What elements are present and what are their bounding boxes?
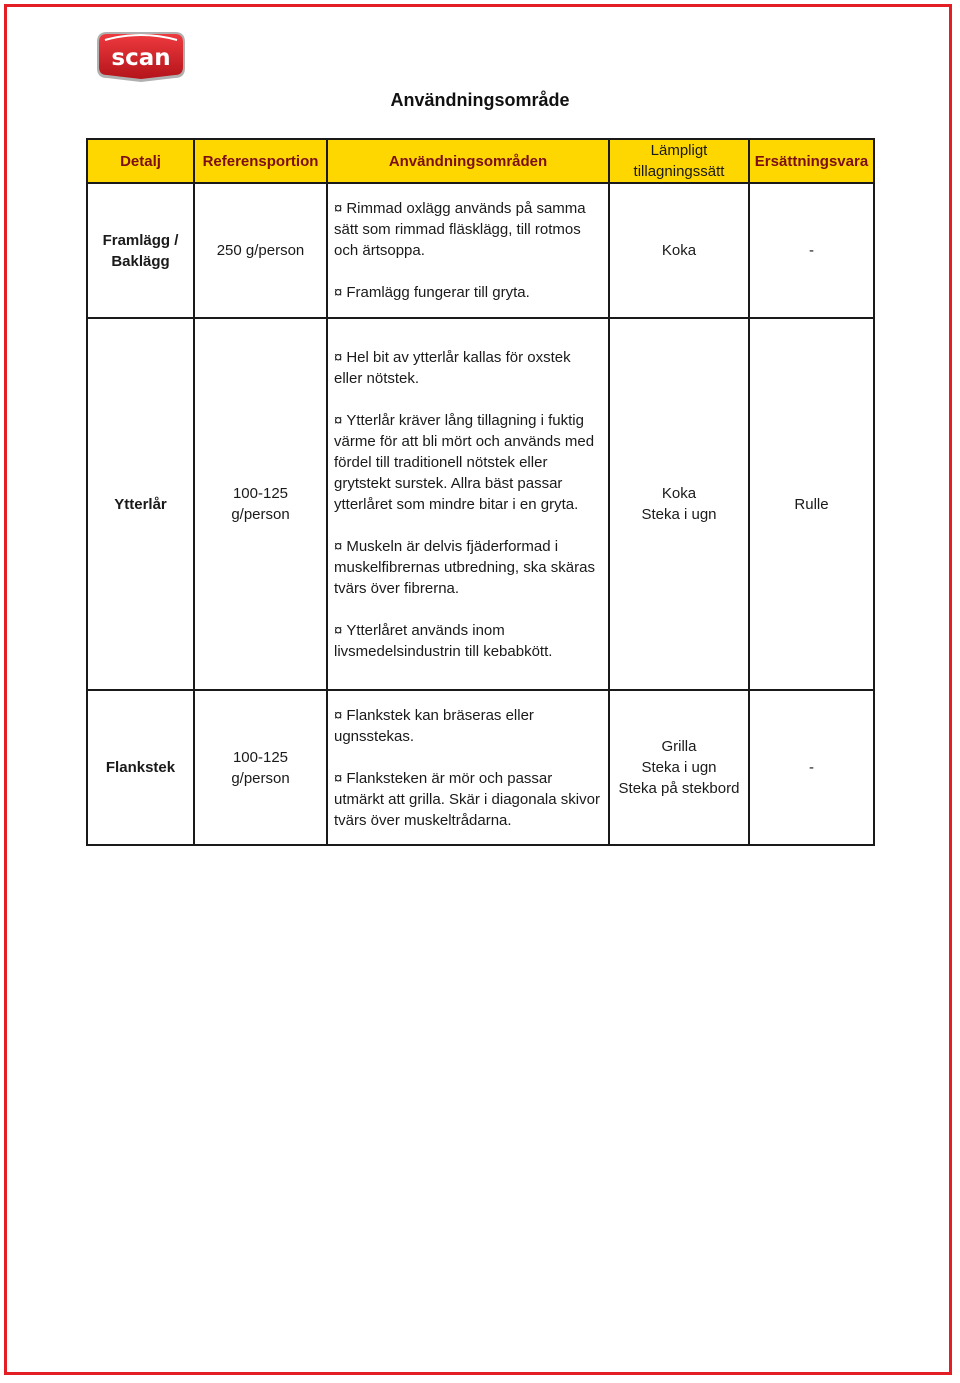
page-title: Användningsområde (390, 90, 570, 110)
bullet-icon: ¤ (334, 769, 343, 787)
header-method (609, 139, 749, 183)
cell-detail (87, 690, 194, 845)
detail-line: Ytterlår (114, 495, 167, 513)
detail-line: Baklägg (111, 252, 170, 270)
cell-method (609, 690, 749, 845)
header-usage: Användningsområden (327, 139, 609, 183)
usage-text: Hel bit av ytterlår kallas för oxstek eller nötstek. (334, 348, 571, 387)
cell-portion (194, 183, 327, 318)
portion-line: 100-125 (232, 748, 289, 766)
method-line: Steka i ugn (641, 759, 717, 776)
cell-substitute: Rulle (749, 318, 874, 690)
header-substitute: Ersättningsvara (749, 139, 874, 183)
usage-point (334, 536, 602, 599)
portion-line: 100-125 (232, 485, 289, 502)
scan-logo (93, 28, 189, 84)
cell-portion (194, 318, 327, 690)
usage-text: Ytterlåret används inom livsmedelsindustrin till kebabkött. (334, 621, 553, 660)
usage-point (334, 620, 602, 662)
usage-point (334, 347, 602, 389)
bullet-icon: ¤ (334, 200, 343, 217)
header-method-line2: tillagningssätt (633, 163, 725, 180)
cell-substitute: - (749, 183, 874, 318)
cell-method (609, 318, 749, 690)
usage-point (334, 768, 602, 831)
usage-text: Flanksteken är mör och passar utmärkt att grilla. Skär i diagonala skivor tvärs över muskeltrådarna. (334, 769, 600, 829)
header-detail: Detalj (87, 139, 194, 183)
usage-point (334, 705, 602, 747)
cell-portion (194, 690, 327, 845)
header-portion: Referensportion (194, 139, 327, 183)
cell-method (609, 183, 749, 318)
header-method-line1: Lämpligt (650, 142, 708, 159)
table-row (87, 690, 874, 845)
method-line: Steka på stekbord (618, 780, 740, 797)
usage-text: Ytterlår kräver lång tillagning i fuktig värme för att bli mört och används med fördel till traditionell nötstek eller grytstekt surstek. Allra bäst passar ytterlåret som mindre bitar i en gryta. (334, 411, 595, 513)
usage-table (86, 138, 875, 846)
bullet-icon: ¤ (334, 348, 343, 366)
detail-line: Framlägg / (102, 231, 179, 249)
table-row (87, 183, 874, 318)
bullet-icon: ¤ (334, 537, 343, 555)
svg-text:scan: scan (111, 45, 171, 71)
bullet-icon: ¤ (334, 284, 343, 301)
method-line: Koka (661, 485, 697, 502)
method-line: Koka (661, 242, 697, 259)
usage-text: Muskeln är delvis fjäderformad i muskelfibrernas utbredning, ska skäras tvärs över fibrerna. (334, 537, 595, 597)
cell-usage (327, 690, 609, 845)
usage-text: Flankstek kan bräseras eller ugnsstekas. (334, 706, 534, 745)
usage-text: Rimmad oxlägg används på samma sätt som rimmad fläsklägg, till rotmos och ärtsoppa. (334, 200, 586, 259)
usage-point (334, 410, 602, 515)
bullet-icon: ¤ (334, 621, 343, 639)
portion-line: 250 g/person (216, 242, 305, 259)
bullet-icon: ¤ (334, 706, 343, 724)
usage-point (334, 198, 602, 261)
portion-line: g/person (231, 506, 290, 523)
usage-text: Framlägg fungerar till gryta. (346, 284, 530, 301)
portion-line: g/person (231, 769, 290, 787)
header-row (87, 139, 874, 183)
cell-usage (327, 183, 609, 318)
method-line: Steka i ugn (641, 506, 717, 523)
cell-usage (327, 318, 609, 690)
cell-substitute: - (749, 690, 874, 845)
bullet-icon: ¤ (334, 411, 343, 429)
cell-detail (87, 183, 194, 318)
usage-point (334, 282, 602, 303)
method-line: Grilla (661, 738, 697, 755)
detail-line: Flankstek (105, 759, 176, 776)
cell-detail (87, 318, 194, 690)
table-row (87, 318, 874, 690)
